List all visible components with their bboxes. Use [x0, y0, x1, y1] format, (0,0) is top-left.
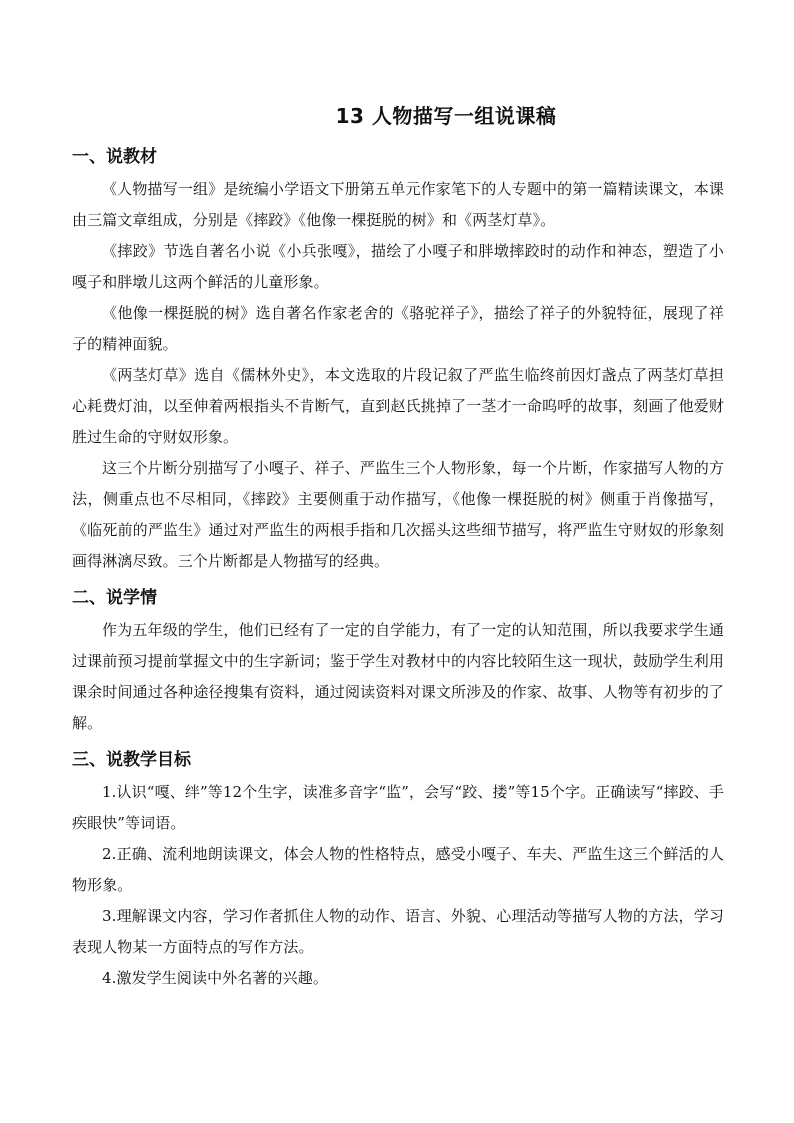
goal-item: 4.激发学生阅读中外名著的兴趣。 [102, 969, 328, 987]
goal-item: 3.理解课文内容，学习作者抓住人物的动作、语言、外貌、心理活动等描写人物的方法，学习表现人物某一方面特点的写作方法。 [72, 907, 724, 956]
section-heading: 一、说教材 [72, 147, 157, 167]
paragraph: 《两茎灯草》选自《儒林外史》，本文选取的片段记叙了严监生临终前因灯盏点了两茎灯草担心耗费灯油，以至伸着两根指头不肯断气，直到赵氏挑掉了一茎才一命呜呼的故事，刻画了他爱财胜过生命的守财奴形象。 [72, 366, 724, 446]
paragraph: 这三个片断分别描写了小嘎子、祥子、严监生三个人物形象，每一个片断，作家描写人物的方法，侧重点也不尽相同，《摔跤》主要侧重于动作描写，《他像一棵挺脱的树》侧重于肖像描写，《临死前的严监生》通过对严监生的两根手指和几次摇头这些细节描写，将严监生守财奴的形象刻画得淋漓尽致。三个片断都是人物描写的经典。 [72, 459, 724, 570]
document-page [72, 100, 724, 994]
goal-item: 2.正确、流利地朗读课文，体会人物的性格特点，感受小嘎子、车夫、严监生这三个鲜活的人物形象。 [72, 845, 724, 894]
section-students [72, 581, 724, 739]
paragraph: 《人物描写一组》是统编小学语文下册第五单元作家笔下的人专题中的第一篇精读课文，本课由三篇文章组成，分别是《摔跤》《他像一棵挺脱的树》和《两茎灯草》。 [72, 180, 724, 229]
section-heading: 二、说学情 [72, 588, 157, 608]
section-goals [72, 743, 724, 994]
document-title: 13 人物描写一组说课稿 [335, 104, 557, 128]
paragraph: 《摔跤》节选自著名小说《小兵张嘎》，描绘了小嘎子和胖墩摔跤时的动作和神态，塑造了小嘎子和胖墩儿这两个鲜活的儿童形象。 [72, 242, 724, 291]
section-textbook [72, 140, 724, 577]
goal-item: 1.认识“嘎、绊”等12个生字，读准多音字“监”，会写“跤、搂”等15个字。正确读写“摔跤、手疾眼快”等词语。 [72, 783, 724, 832]
paragraph: 作为五年级的学生，他们已经有了一定的自学能力，有了一定的认知范围，所以我要求学生通过课前预习提前掌握文中的生字新词；鉴于学生对教材中的内容比较陌生这一现状，鼓励学生利用课余时间通过各种途径搜集有资料，通过阅读资料对课文所涉及的作家、故事、人物等有初步的了解。 [72, 621, 724, 732]
paragraph: 《他像一棵挺脱的树》选自著名作家老舍的《骆驼祥子》，描绘了祥子的外貌特征，展现了祥子的精神面貌。 [72, 304, 724, 353]
section-heading: 三、说教学目标 [72, 750, 191, 770]
